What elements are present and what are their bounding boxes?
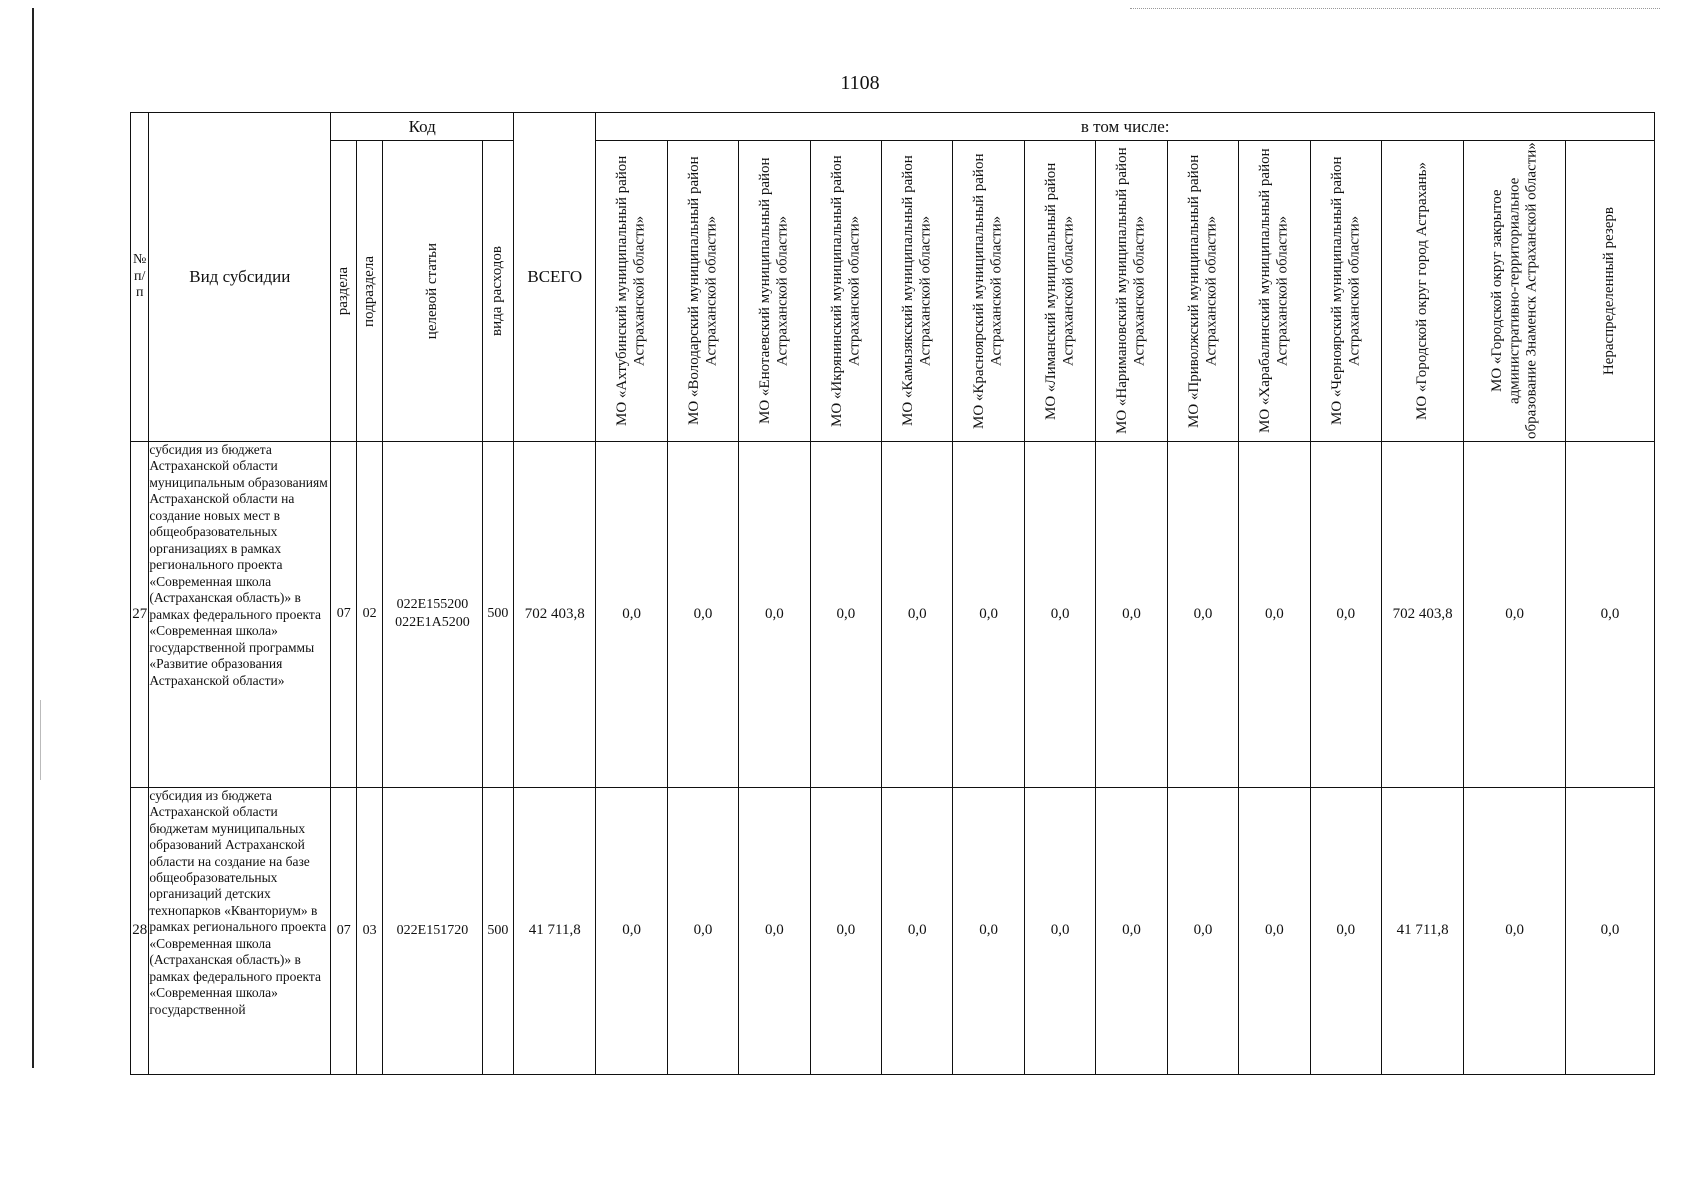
value-cell: 0,0	[1239, 787, 1310, 1074]
header-mo-limansky: МО «Лиманский муниципальный район Астраханской области»	[1024, 141, 1095, 442]
value-cell: 0,0	[1310, 442, 1381, 788]
value-cell: 0,0	[596, 442, 667, 788]
header-mo-znamensk: МО «Городской округ закрытое административно-территориальное образование Знаменск Астраханской области»	[1464, 141, 1566, 442]
total-value: 702 403,8	[514, 442, 596, 788]
value-cell: 0,0	[1096, 442, 1167, 788]
value-cell: 0,0	[953, 787, 1024, 1074]
header-mo-kamyzyaksky: МО «Камызякский муниципальный район Астраханской области»	[882, 141, 953, 442]
value-cell: 0,0	[1024, 442, 1095, 788]
header-mo-privolzhsky: МО «Приволжский муниципальный район Астраханской области»	[1167, 141, 1238, 442]
header-mo-chernoyarsky: МО «Черноярский муниципальный район Астраханской области»	[1310, 141, 1381, 442]
header-mo-astrakhan-city: МО «Городской округ город Астрахань»	[1382, 141, 1464, 442]
code-subsection: 03	[357, 787, 383, 1074]
value-cell: 0,0	[1310, 787, 1381, 1074]
value-cell: 0,0	[1024, 787, 1095, 1074]
value-cell: 702 403,8	[1382, 442, 1464, 788]
value-cell: 0,0	[882, 442, 953, 788]
value-cell: 41 711,8	[1382, 787, 1464, 1074]
row-number: 28	[131, 787, 149, 1074]
left-margin-line	[32, 8, 34, 1068]
value-cell: 0,0	[1565, 442, 1654, 788]
header-code-target-article: целевой статьи	[383, 141, 483, 442]
value-cell: 0,0	[739, 787, 810, 1074]
code-subsection: 02	[357, 442, 383, 788]
code-section: 07	[331, 787, 357, 1074]
value-cell: 0,0	[596, 787, 667, 1074]
header-subsidy-type: Вид субсидии	[149, 113, 331, 442]
table-row	[131, 442, 1655, 788]
header-code-group: Код	[331, 113, 514, 141]
code-expense-type: 500	[482, 442, 513, 788]
subsidy-description: субсидия из бюджета Астраханской области муниципальным образованиям Астраханской области на создание новых мест в общеобразовательных организациях в рамках регионального проекта «Современная школа (Астраханская область)» в рамках федерального проекта «Современная школа» государственной программы «Развитие образования Астраханской области»	[149, 442, 331, 788]
header-mo-kharabalinsky: МО «Харабалинский муниципальный район Астраханской области»	[1239, 141, 1310, 442]
header-mo-krasnoyarsky: МО «Красноярский муниципальный район Астраханской области»	[953, 141, 1024, 442]
value-cell: 0,0	[1464, 442, 1566, 788]
value-cell: 0,0	[953, 442, 1024, 788]
code-expense-type: 500	[482, 787, 513, 1074]
value-cell: 0,0	[667, 787, 738, 1074]
header-total: ВСЕГО	[514, 113, 596, 442]
value-cell: 0,0	[1565, 787, 1654, 1074]
total-value: 41 711,8	[514, 787, 596, 1074]
header-mo-narimanovsky: МО «Наримановский муниципальный район Астраханской области»	[1096, 141, 1167, 442]
top-edge-rule	[1130, 8, 1660, 9]
page-number: 1108	[840, 72, 880, 94]
header-unallocated-reserve: Нераспределенный резерв	[1565, 141, 1654, 442]
header-no: № п/п	[131, 113, 149, 442]
value-cell: 0,0	[667, 442, 738, 788]
header-including: в том числе:	[596, 113, 1655, 141]
header-mo-enotaevsky: МО «Енотаевский муниципальный район Астраханской области»	[739, 141, 810, 442]
value-cell: 0,0	[1167, 442, 1238, 788]
left-margin-mark	[40, 700, 41, 780]
value-cell: 0,0	[1239, 442, 1310, 788]
value-cell: 0,0	[1096, 787, 1167, 1074]
header-mo-volodarsky: МО «Володарский муниципальный район Астраханской области»	[667, 141, 738, 442]
table-row	[131, 787, 1655, 1074]
code-target-article: 022E151720	[383, 787, 483, 1074]
code-section: 07	[331, 442, 357, 788]
header-mo-akhtubinsky: МО «Ахтубинский муниципальный район Астраханской области»	[596, 141, 667, 442]
subsidy-table	[130, 112, 1655, 1075]
header-code-subsection: подраздела	[357, 141, 383, 442]
row-number: 27	[131, 442, 149, 788]
value-cell: 0,0	[810, 442, 881, 788]
subsidy-description: субсидия из бюджета Астраханской области бюджетам муниципальных образований Астраханской области на создание на базе общеобразовательных организаций детских технопарков «Кванториум» в рамках регионального проекта «Современная школа (Астраханская область)» в рамках федерального проекта «Современная школа» государственной	[149, 787, 331, 1074]
header-code-section: раздела	[331, 141, 357, 442]
code-target-article: 022E155200 022E1A5200	[383, 442, 483, 788]
value-cell: 0,0	[810, 787, 881, 1074]
value-cell: 0,0	[739, 442, 810, 788]
value-cell: 0,0	[1464, 787, 1566, 1074]
header-mo-ikryaninsky: МО «Икрянинский муниципальный район Астраханской области»	[810, 141, 881, 442]
value-cell: 0,0	[1167, 787, 1238, 1074]
header-code-expense-type: вида расходов	[482, 141, 513, 442]
value-cell: 0,0	[882, 787, 953, 1074]
